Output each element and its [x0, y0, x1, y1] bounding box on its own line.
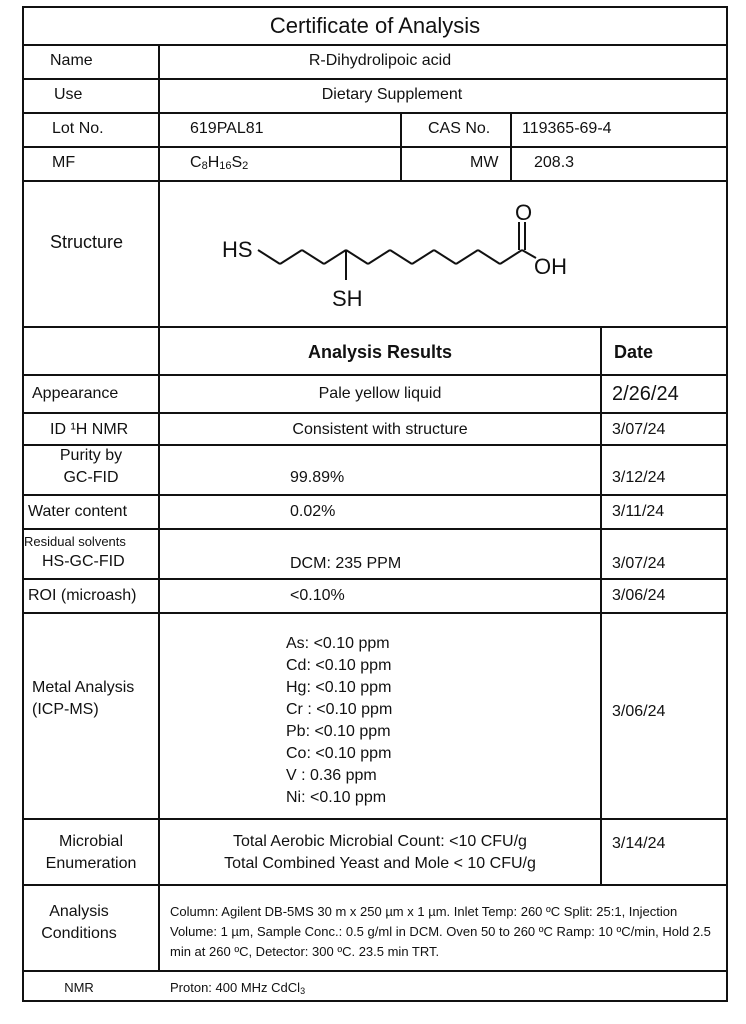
row-date-metals: 3/06/24: [612, 703, 666, 720]
date-header: Date: [614, 342, 654, 362]
conditions-label-1: Analysis: [49, 903, 109, 920]
row-label-appearance: Appearance: [32, 385, 119, 402]
nmr-label: NMR: [64, 980, 94, 995]
cas-label: CAS No.: [428, 120, 491, 137]
metal-chromium: Cr : <0.10 ppm: [286, 701, 393, 718]
rule: [600, 326, 602, 884]
rule: [510, 112, 512, 180]
row-label-microbial-2: Enumeration: [45, 855, 137, 872]
rule: [24, 970, 726, 972]
metal-cadmium: Cd: <0.10 ppm: [286, 657, 392, 674]
use-value: Dietary Supplement: [321, 86, 463, 103]
row-result-appearance: Pale yellow liquid: [318, 385, 442, 402]
rule: [24, 494, 726, 496]
hydroxyl-label: OH: [534, 254, 567, 279]
row-result-purity: 99.89%: [290, 469, 345, 486]
rule: [24, 612, 726, 614]
rule: [400, 112, 402, 180]
row-result-solvents: DCM: 235 PPM: [290, 555, 402, 572]
chemical-structure: [160, 182, 600, 326]
row-result-water: 0.02%: [290, 503, 336, 520]
row-date-appearance: 2/26/24: [612, 383, 679, 405]
rule: [24, 528, 726, 530]
metal-cobalt: Co: <0.10 ppm: [286, 745, 392, 762]
rule: [24, 818, 726, 820]
mw-value: 208.3: [534, 154, 575, 171]
rule: [24, 578, 726, 580]
row-label-solvents-1: Residual solvents: [24, 534, 126, 549]
rule: [24, 884, 726, 886]
row-label-water: Water content: [28, 503, 128, 520]
row-label-microbial-1: Microbial: [58, 833, 123, 850]
metal-nickel: Ni: <0.10 ppm: [286, 789, 387, 806]
row-date-water: 3/11/24: [612, 503, 665, 520]
rule: [24, 78, 726, 80]
metal-lead: Pb: <0.10 ppm: [286, 723, 391, 740]
rule: [24, 326, 726, 328]
row-date-purity: 3/12/24: [612, 469, 666, 486]
row-label-metals-2: (ICP-MS): [32, 701, 99, 718]
mf-label: MF: [52, 154, 76, 171]
mw-label: MW: [470, 154, 499, 171]
oxygen-label: O: [515, 200, 533, 225]
row-label-purity-2: GC-FID: [63, 469, 119, 486]
name-value: R-Dihydrolipoic acid: [308, 52, 452, 69]
row-date-id-nmr: 3/07/24: [612, 421, 666, 438]
cas-value: 119365-69-4: [522, 120, 612, 137]
nmr-text: Proton: 400 MHz CdCl3: [170, 980, 306, 996]
metal-mercury: Hg: <0.10 ppm: [286, 679, 392, 696]
microbial-yeast-mold: Total Combined Yeast and Mole < 10 CFU/g: [224, 855, 536, 872]
lot-value: 619PAL81: [190, 120, 264, 137]
row-date-roi: 3/06/24: [612, 587, 666, 604]
row-result-id-nmr: Consistent with structure: [292, 421, 468, 438]
thiol-left-label: HS: [222, 237, 253, 262]
row-date-solvents: 3/07/24: [612, 555, 666, 572]
row-label-id-nmr: ID ¹H NMR: [50, 421, 129, 438]
certificate-document: [22, 6, 728, 1002]
row-result-roi: <0.10%: [290, 587, 345, 604]
rule: [24, 146, 726, 148]
row-label-purity-1: Purity by: [59, 447, 123, 464]
use-label: Use: [54, 86, 83, 103]
results-header: Analysis Results: [307, 342, 453, 362]
rule: [24, 44, 726, 46]
document-title: Certificate of Analysis: [269, 13, 481, 38]
thiol-bottom-label: SH: [332, 286, 363, 311]
rule: [24, 412, 726, 414]
microbial-aerobic-count: Total Aerobic Microbial Count: <10 CFU/g: [233, 833, 527, 850]
name-label: Name: [50, 52, 93, 69]
metal-arsenic: As: <0.10 ppm: [286, 635, 390, 652]
lot-label: Lot No.: [52, 120, 104, 137]
rule: [24, 112, 726, 114]
row-label-roi: ROI (microash): [28, 587, 137, 604]
row-date-microbial: 3/14/24: [612, 835, 666, 852]
row-label-metals-1: Metal Analysis: [32, 679, 135, 696]
conditions-text: Column: Agilent DB-5MS 30 m x 250 µm x 1 µm. Inlet Temp: 260 ºC Split: 25:1, Injection Volume: 1 µm, Sample Conc.: 0.5 g/ml in DCM. Oven 50 to 260 ºC Ramp: 10 ºC/min, Hold 2.5 min at 260 ºC, Detector: 300 ºC. 23.5 min TRT.: [170, 904, 711, 959]
rule: [24, 374, 726, 376]
structure-label: Structure: [50, 232, 124, 252]
row-label-solvents-2: HS-GC-FID: [42, 553, 125, 570]
mf-value: C8H16S2: [190, 154, 249, 172]
conditions-label-2: Conditions: [41, 925, 117, 942]
metal-vanadium: V : 0.36 ppm: [286, 767, 377, 784]
